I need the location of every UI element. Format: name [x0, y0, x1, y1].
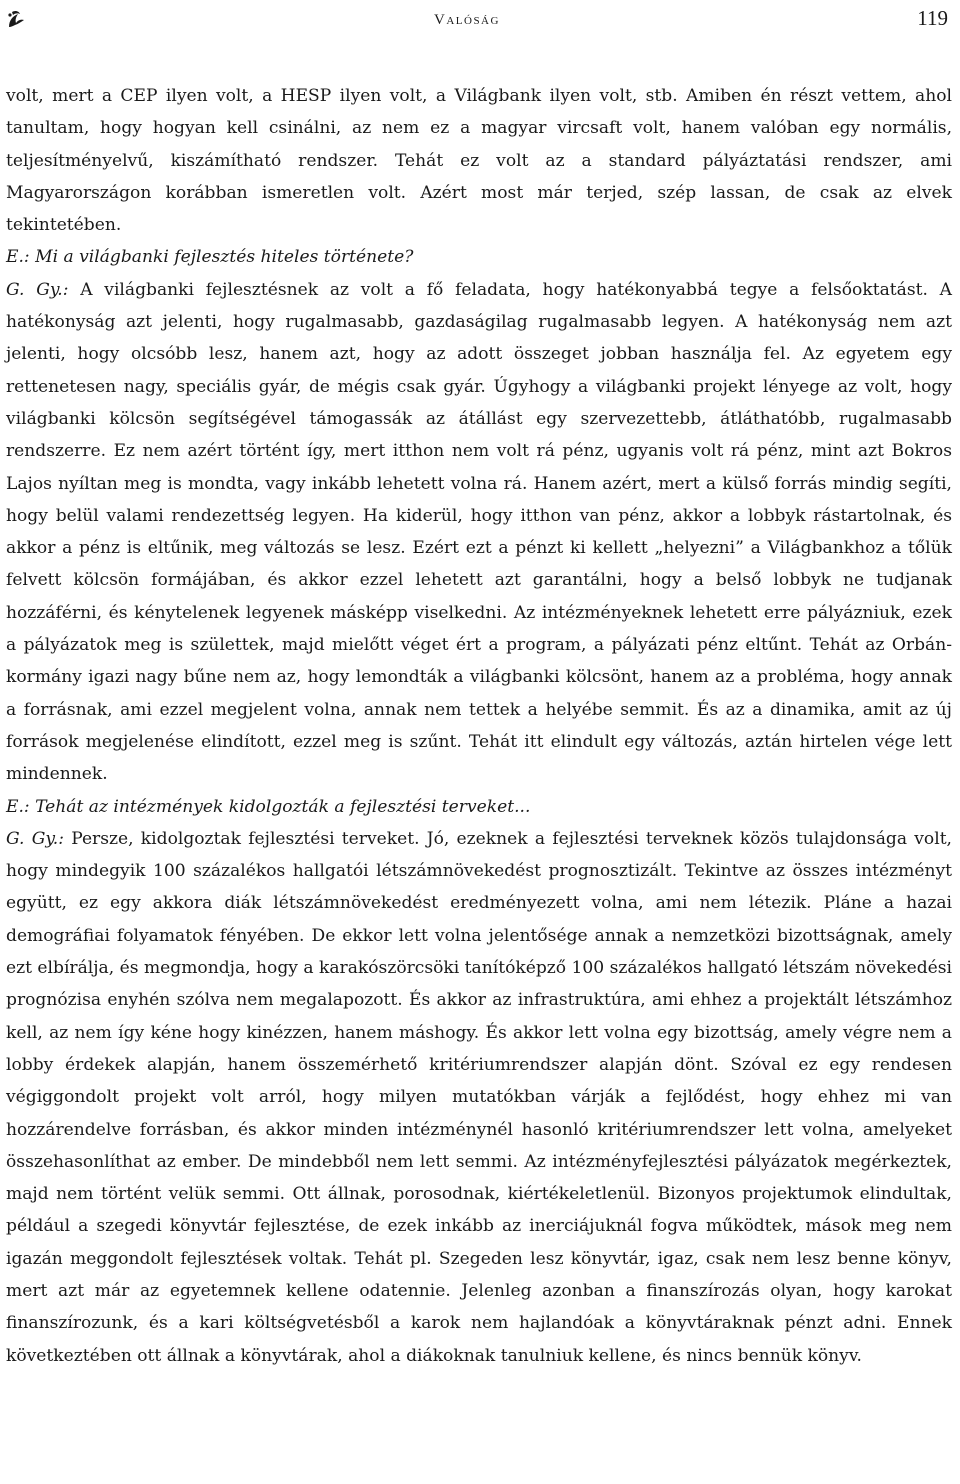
speaker-label: G. Gy.: — [6, 279, 69, 300]
fleuron-ornament-icon — [6, 8, 26, 30]
page-number: 119 — [917, 6, 948, 30]
speaker-label: G. Gy.: — [6, 828, 64, 849]
running-head — [6, 4, 952, 36]
section-title: Valóság — [434, 12, 500, 28]
paragraph-1: volt, mert a CEP ilyen volt, a HESP ilyen volt, a Világbank ilyen volt, stb. Amiben én részt vettem, ahol tanultam, hogy hogyan kell csinálni, az nem ez a magyar vircsaft volt, hanem valóban egy normális, teljesítményelvű, kiszámítható rendszer. Tehát ez volt az a standard pályáztatási rendszer, ami Magyarországon korábban ismeretlen volt. Azért most már terjed, szép lassan, de csak az elvek tekintetében. — [6, 86, 952, 236]
body-text — [6, 80, 952, 1372]
answer-2-text: Persze, kidolgoztak fejlesztési terveket. Jó, ezeknek a fejlesztési terveknek közös tulajdonsága volt, hogy mindegyik 100 százalékos hallgatói létszámnövekedést prognosztizált. Tekintve az összes intézményt együtt, ez egy akkora diák létszámnövekedést eredményezett volna, ami nem létezik. Pláne a hazai demográfiai folyamatok fényében. De ekkor lett volna jelentősége annak a nemzetközi bizottságnak, amely ezt elbírálja, és megmondja, hogy a karakószörcsöki tanítóképző 100 százalékos hallgató létszám növekedési prognózisa enyhén szólva nem megalapozott. És akkor az infrastruktúra, ami ehhez a projektált létszámhoz kell, az nem így kéne hogy kinézzen, hanem máshogy. És akkor lett volna egy bizottság, amely végre nem a lobby érdekek alapján, hanem összemérhető kritériumrendszer alapján dönt. Szóval ez egy rendesen végiggondolt projekt volt arról, hogy milyen mutatókban várják a fejlődést, hogy ehhez mi van hozzárendelve forrásban, és akkor minden intézménynél hasonló kritériumrendszer lett volna, amelyeket összehasonlíthat az ember. De mindebből nem lett semmi. Az intézményfejlesztési pályázatok megérkeztek, majd nem történt velük semmi. Ott állnak, porosodnak, kiértékeletlenül. Bizonyos projektumok elindultak, például a szegedi könyvtár fejlesztése, de ezek inkább az inerciájuknál fogva működtek, mások meg nem igazán meggondolt fejlesztések voltak. Tehát pl. Szegeden lesz könyvtár, igaz, csak nem lesz benne könyv, mert azt már az egyetemnek kellene odatennie. Jelenleg azonban a finanszírozás olyan, hogy karokat finanszírozunk, és a kari költségvetésből a karok nem hajlandóak a könyvtáraknak pénzt adni. Ennek következtében ott állnak a könyvtárak, ahol a diákoknak tanulniuk kellene, és nincs bennük könyv. — [6, 828, 952, 1366]
answer-2 — [6, 823, 952, 1372]
question-2: E.: Tehát az intézmények kidolgozták a fejlesztési terveket... — [6, 796, 531, 817]
question-1: E.: Mi a világbanki fejlesztés hiteles története? — [6, 247, 414, 268]
answer-1 — [6, 274, 952, 791]
answer-1-text: A világbanki fejlesztésnek az volt a fő feladata, hogy hatékonyabbá tegye a felsőoktatást. A hatékonyság azt jelenti, hogy rugalmasabb, gazdaságilag rugalmasabb legyen. A hatékonyság nem azt jelenti, hogy olcsóbb lesz, hanem azt, hogy az adott összeget jobban használja fel. Az egyetem egy rettenetesen nagy, speciális gyár, de mégis csak gyár. Úgyhogy a világbanki projekt lényege az volt, hogy világbanki kölcsön segítségével támogassák az átállást egy szervezettebb, átláthatóbb, rugalmasabb rendszerre. Ez nem azért történt így, mert itthon nem volt rá pénz, ugyanis volt rá pénz, mint azt Bokros Lajos nyíltan meg is mondta, vagy inkább lehetett volna rá. Hanem azért, mert a külső forrás mindig segíti, hogy belül valami rendezettség legyen. Ha kiderül, hogy itthon van pénz, akkor a lobbyk rástartolnak, és akkor a pénz is eltűnik, meg változás se lesz. Ezért ezt a pénzt ki kellett „helyezni” a Világbankhoz a tőlük felvett kölcsön formájában, és akkor ezzel lehetett azt garantálni, hogy a belső lobbyk ne tudjanak hozzáférni, és kénytelenek legyenek másképp viselkedni. Az intézményeknek lehetett erre pályázniuk, ezek a pályázatok meg is születtek, majd mielőtt véget ért a program, a pályázati pénz eltűnt. Tehát az Orbán-kormány igazi nagy bűne nem az, hogy lemondták a világbanki kölcsönt, hanem az a probléma, hogy annak a forrásnak, ami ezzel megjelent volna, annak nem tettek a helyébe semmit. És az a dinamika, amit az új források megjelenése elindított, ezzel meg is szűnt. Tehát itt elindult egy változás, aztán hirtelen vége lett mindennek. — [6, 279, 952, 785]
book-page — [6, 0, 952, 1484]
